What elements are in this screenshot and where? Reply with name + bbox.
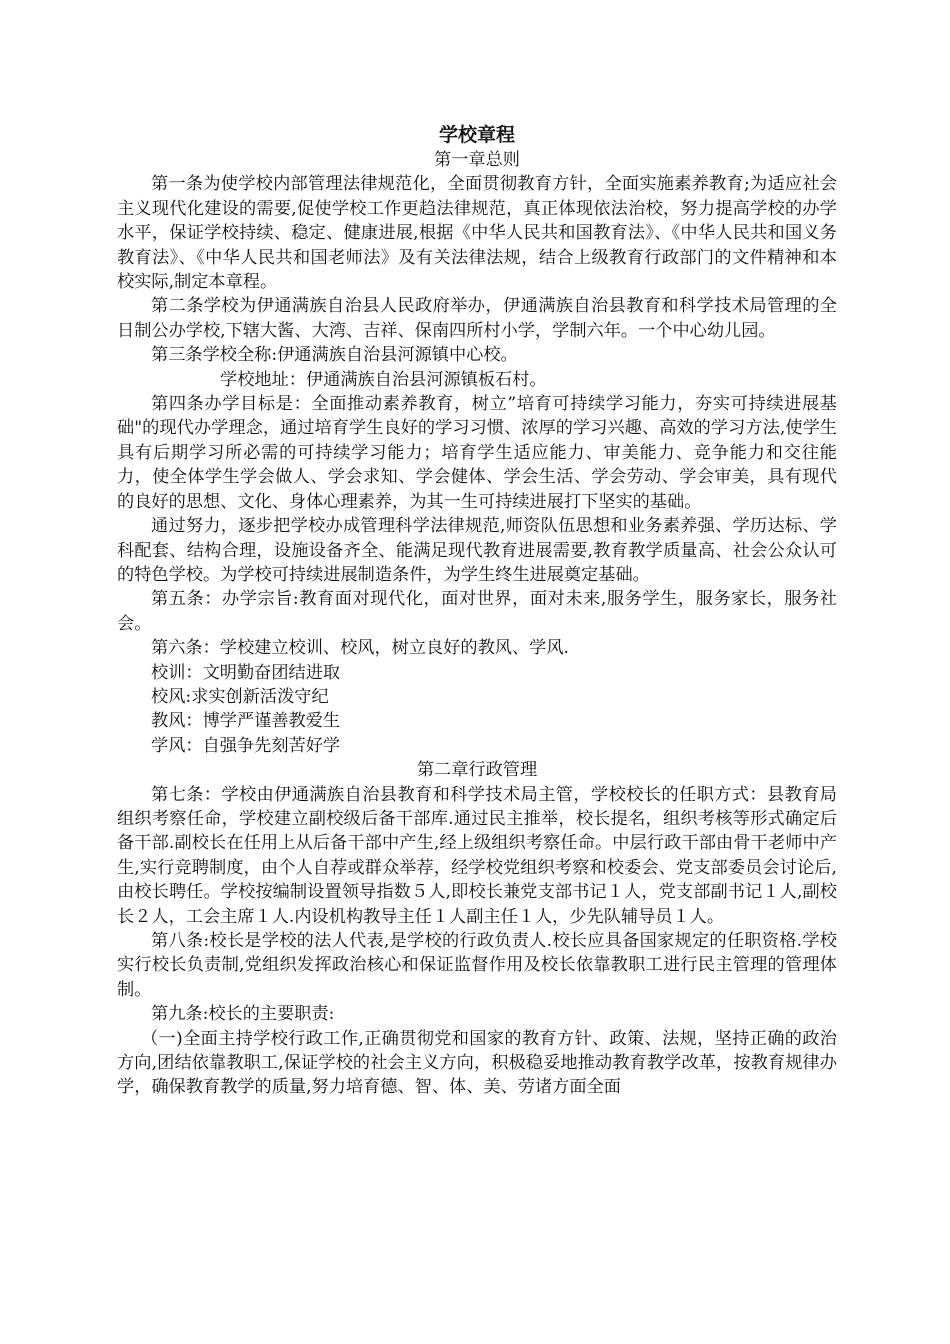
- motto-teaching: 教风：博学严谨善教爱生: [151, 711, 341, 732]
- article-7: 第七条：学校由伊通满族自治县教育和科学技术局主管，学校校长的任职方式：县教育局组织考察任命，学校建立副校级后备干部库.通过民主推举，校长提名，组织考核等形式确定后备干部.副校长在任用上从后备干部中产生,经上级组织考察任命。中层行政干部由骨干老师中产生,实行竞聘制度，由个人自荐或群众举荐，经学校党组织考察和校委会、党支部委员会讨论后,由校长聘任。学校按编制设置领导指数５人,即校长兼党支部书记１人，党支部副书记１人,副校长２人，工会主席１人.内设机构教导主任１人副主任１人，少先队辅导员１人。: [117, 784, 837, 927]
- effort-paragraph: 通过努力，逐步把学校办成管理科学法律规范,师资队伍思想和业务素养强、学历达标、学科配套、结构合理，设施设备齐全、能满足现代教育进展需要,教育教学质量高、社会公众认可的特色学校。为学校可持续进展制造条件，为学生终生进展奠定基础。: [117, 516, 837, 585]
- document-page: [117, 122, 837, 1100]
- article-3: 第三条学校全称:伊通满族自治县河源镇中心校。: [151, 345, 518, 366]
- article-5: 第五条：办学宗旨:教育面对现代化，面对世界，面对未来,服务学生，服务家长，服务社会。: [117, 589, 837, 634]
- motto-school: 校训：文明勤奋团结进取: [151, 662, 341, 683]
- article-9: 第九条:校长的主要职责:: [151, 1004, 335, 1025]
- chapter-heading-2: 第二章行政管理: [416, 760, 538, 781]
- motto-learning: 学风：自强争先刻苦好学: [151, 735, 341, 756]
- article-6: 第六条：学校建立校训、校风，树立良好的教风、学风.: [151, 638, 569, 659]
- document-title: 学校章程: [438, 124, 515, 146]
- article-1: 第一条为使学校内部管理法律规范化，全面贯彻教育方针，全面实施素养教育;为适应社会主义现代化建设的需要,促使学校工作更趋法律规范，真正体现依法治校，努力提高学校的办学水平，保证学校持续、稳定、健康进展,根据《中华人民共和国教育法》、《中华人民共和国义务教育法》、《中华人民共和国老师法》及有关法律法规，结合上级教育行政部门的文件精神和本校实际,制定本章程。: [117, 174, 837, 293]
- article-2: 第二条学校为伊通满族自治县人民政府举办，伊通满族自治县教育和科学技术局管理的全日制公办学校,下辖大酱、大湾、吉祥、保南四所村小学，学制六年。一个中心幼儿园。: [117, 296, 837, 341]
- article-4: 第四条办学目标是：全面推动素养教育，树立”培育可持续学习能力，夯实可持续进展基础"的现代办学理念，通过培育学生良好的学习习惯、浓厚的学习兴趣、高效的学习方法,使学生具有后期学习所必需的可持续学习能力；培育学生适应能力、审美能力、竞争能力和交往能力，使全体学生学会做人、学会求知、学会健体、学会生活、学会劳动、学会审美，具有现代的良好的思想、文化、身体心理素养，为其一生可持续进展打下坚实的基础。: [117, 394, 837, 512]
- school-address: 学校地址：伊通满族自治县河源镇板石村。: [220, 369, 547, 390]
- article-9-item-1: （一)全面主持学校行政工作,正确贯彻党和国家的教育方针、政策、法规，坚持正确的政治方向,团结依靠教职工,保证学校的社会主义方向，积极稳妥地推动教育教学改革，按教育规律办学，确保教育教学的质量,努力培育德、智、体、美、劳诸方面全面: [117, 1028, 837, 1098]
- article-8: 第八条:校长是学校的法人代表,是学校的行政负责人.校长应具备国家规定的任职资格.学校实行校长负责制,党组织发挥政治核心和保证监督作用及校长依靠教职工进行民主管理的管理体制。: [117, 931, 837, 1000]
- chapter-heading-1: 第一章总则: [434, 150, 520, 170]
- motto-style: 校风:求实创新活泼守纪: [151, 686, 329, 707]
